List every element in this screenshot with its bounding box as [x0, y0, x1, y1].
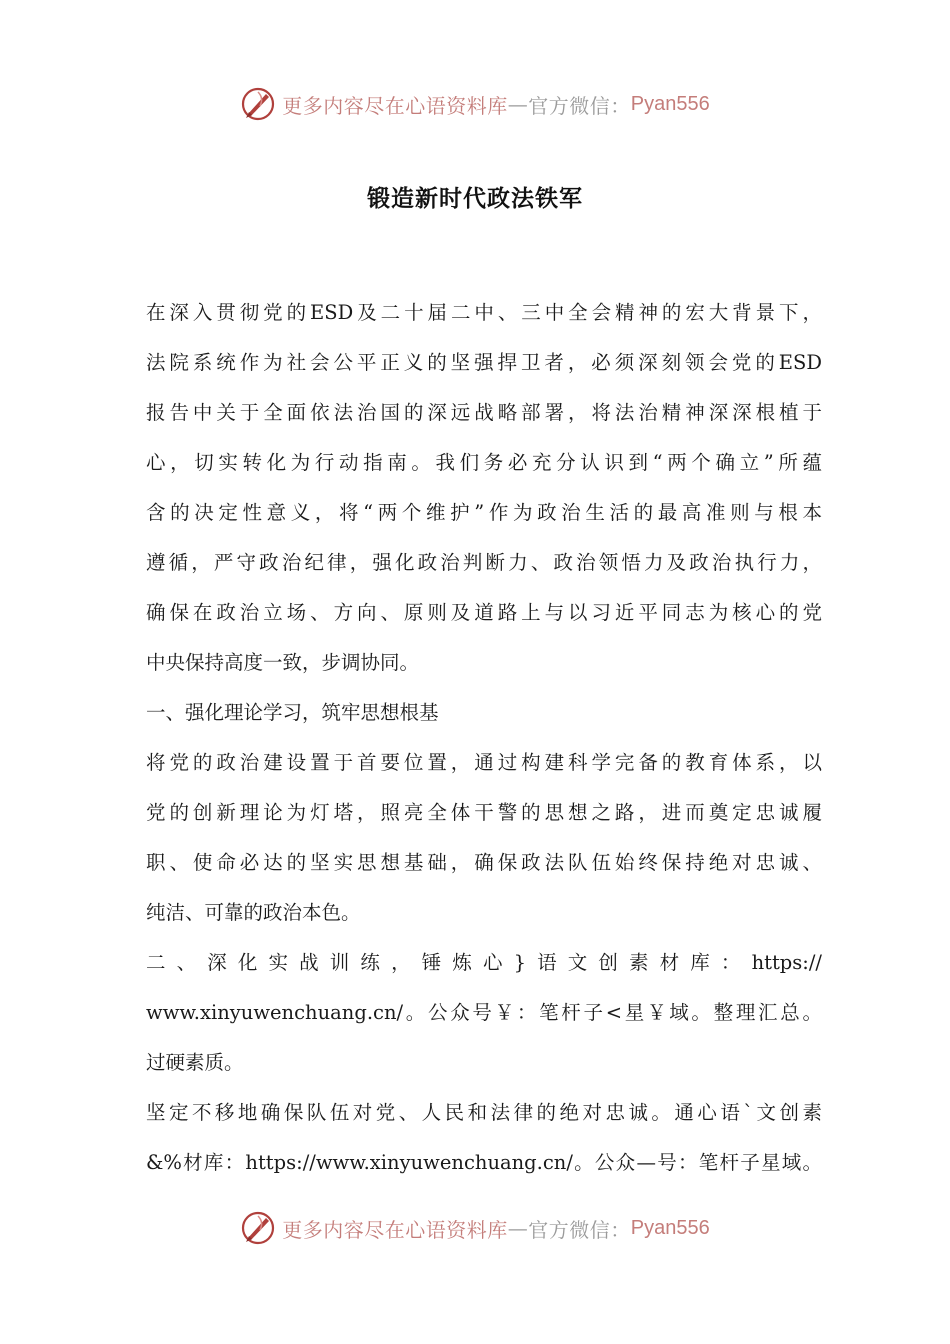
banner-wechat-label: 官方微信：: [528, 1217, 631, 1242]
banner-wechat-label: 官方微信：: [528, 93, 631, 118]
banner-slogan: 更多内容尽在心语资料库: [282, 93, 508, 118]
body-line: 职、使命必达的坚实思想基础，确保政法队伍始终保持绝对忠诚、: [146, 851, 822, 874]
body-line: 在深入贯彻党的ESD及二十届二中、三中全会精神的宏大背景下，: [146, 301, 822, 324]
banner-slogan: 更多内容尽在心语资料库: [282, 1217, 508, 1242]
body-line: 党的创新理论为灯塔，照亮全体干警的思想之路，进而奠定忠诚履: [146, 801, 822, 824]
body-line: 含的决定性意义，将“两个维护”作为政治生活的最高准则与根本: [146, 501, 822, 524]
section-heading: 二、深化实战训练，锤炼心}语文创素材库：https://: [146, 951, 822, 974]
body-line: 遵循，严守政治纪律，强化政治判断力、政治领悟力及政治执行力，: [146, 551, 822, 574]
body-line: 报告中关于全面依法治国的深远战略部署，将法治精神深深根植于: [146, 401, 822, 424]
document-title: 锻造新时代政法铁军: [367, 186, 583, 212]
body-line: &%材库：https://www.xinyuwenchuang.cn/。公众—号：笔杆子星域。: [146, 1151, 822, 1174]
banner-separator: —: [507, 1216, 529, 1240]
body-line: 心，切实转化为行动指南。我们务必充分认识到“两个确立”所蕴: [146, 451, 822, 474]
body-line: 过硬素质。: [146, 1051, 244, 1074]
banner-wechat-id: Pyan556: [630, 1216, 710, 1239]
header-banner: [0, 82, 950, 126]
banner-separator: —: [507, 92, 529, 116]
footer-banner: [0, 1206, 950, 1250]
body-line: 坚定不移地确保队伍对党、人民和法律的绝对忠诚。通心语`文创素: [146, 1101, 822, 1124]
quill-logo-icon: [240, 86, 276, 122]
body-line: 法院系统作为社会公平正义的坚强捍卫者，必须深刻领会党的ESD: [146, 351, 822, 374]
quill-logo-icon: [240, 1210, 276, 1246]
body-line: www.xinyuwenchuang.cn/。公众号￥：笔杆子<星￥域。整理汇总。: [146, 1001, 822, 1024]
body-line: 纯洁、可靠的政治本色。: [146, 901, 361, 924]
body-line: 将党的政治建设置于首要位置，通过构建科学完备的教育体系，以: [146, 751, 822, 774]
banner-wechat-id: Pyan556: [630, 92, 710, 115]
section-heading: 一、强化理论学习，筑牢思想根基: [146, 701, 439, 724]
document-body: [146, 288, 822, 1188]
body-line: 确保在政治立场、方向、原则及道路上与以习近平同志为核心的党: [146, 601, 822, 624]
body-line: 中央保持高度一致，步调协同。: [146, 651, 420, 674]
